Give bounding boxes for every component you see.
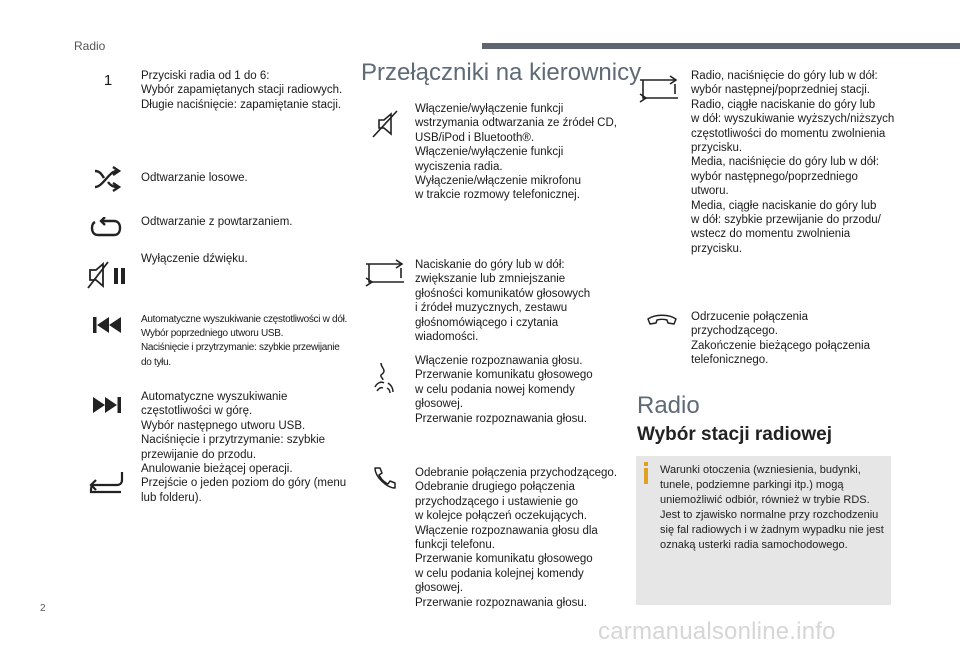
text-line: wiadomości. xyxy=(415,331,479,344)
text-line: wstrzymania odtwarzania ze źródeł CD, xyxy=(415,117,617,130)
page-number: 2 xyxy=(40,603,46,614)
text-line: Radio, naciśnięcie do góry lub w dół: xyxy=(691,70,878,82)
text-line: wybór następnej/poprzedniej stacji. xyxy=(691,84,870,97)
running-header: Radio xyxy=(74,39,106,53)
voice-command-text xyxy=(415,354,620,426)
text-line: funkcji telefonu. xyxy=(415,539,495,552)
text-line: Włączenie/wyłączenie funkcji xyxy=(415,146,564,159)
text-line: wybór następnego/poprzedniego xyxy=(691,170,858,183)
header-bar xyxy=(482,43,960,49)
text-line: Naciśnięcie i przytrzymanie: szybkie xyxy=(141,434,326,447)
text-line: Przejście o jeden poziom do góry (menu xyxy=(141,477,347,490)
repeat-text xyxy=(141,215,292,229)
text-line: Automatyczne wyszukiwanie częstotliwości w dół. xyxy=(141,314,347,325)
phone-answer-icon xyxy=(370,464,400,492)
next-track-text xyxy=(141,390,341,462)
text-line: Włączenie rozpoznawania głosu. xyxy=(415,355,583,367)
text-line: telefonicznego. xyxy=(691,354,769,367)
previous-track-text xyxy=(141,313,347,370)
text-line: Odtwarzanie z powtarzaniem. xyxy=(141,216,293,228)
shuffle-icon xyxy=(88,164,124,194)
watermark: carmanualsonline.info xyxy=(598,618,836,645)
info-text xyxy=(660,463,885,554)
phone-hangup-text xyxy=(691,310,896,368)
text-line: głośności komunikatów głosowych xyxy=(415,287,591,300)
text-line: do tyłu. xyxy=(141,356,171,368)
voice-command-icon xyxy=(370,360,398,396)
text-line: w celu podania nowej komendy xyxy=(415,383,575,396)
text-line: Odrzucenie połączenia xyxy=(691,311,808,323)
volume-text xyxy=(415,258,620,344)
shuffle-text xyxy=(141,171,248,185)
text-line: Anulowanie bieżącej operacji. xyxy=(141,463,293,475)
text-line: się fal radiowych i w żadnym wypadku nie jest xyxy=(660,524,884,537)
back-text xyxy=(141,462,347,505)
info-icon xyxy=(644,462,647,484)
text-line: Radio, ciągłe naciskanie do góry lub xyxy=(691,98,876,111)
text-line: Przerwanie komunikatu głosowego xyxy=(415,369,593,382)
text-line: USB/iPod i Bluetooth®. xyxy=(415,131,535,144)
text-line: Wyłączenie dźwięku. xyxy=(141,253,248,265)
text-line: Przerwanie rozpoznawania głosu. xyxy=(415,596,587,609)
text-line: oznaką usterki radia samochodowego. xyxy=(660,539,848,552)
text-line: wyciszenia radia. xyxy=(415,160,503,173)
phone-hangup-icon xyxy=(644,310,680,332)
text-line: w dół: wyszukiwanie wyższych/niższych xyxy=(691,113,895,126)
text-line: zwiększanie lub zmniejszanie xyxy=(415,273,566,286)
text-line: Automatyczne wyszukiwanie xyxy=(141,391,288,403)
mute-mic-icon xyxy=(368,108,402,140)
text-line: Warunki otoczenia (wzniesienia, budynki, xyxy=(660,464,861,476)
text-line: Wybór zapamiętanych stacji radiowych. xyxy=(141,84,343,97)
text-line: tunele, podziemne parkingi itp.) mogą xyxy=(660,479,844,492)
text-line: częstotliwości w górę. xyxy=(141,405,253,418)
text-line: Wybór poprzedniego utworu USB. xyxy=(141,328,284,340)
mute-pause-icon xyxy=(86,260,130,290)
text-line: głosowej. xyxy=(415,582,463,595)
text-line: utworu. xyxy=(691,185,729,198)
text-line: Odtwarzanie losowe. xyxy=(141,172,248,184)
text-line: przewijanie do przodu. xyxy=(141,448,257,461)
text-line: Wybór następnego utworu USB. xyxy=(141,419,306,432)
text-line: Odebranie drugiego połączenia xyxy=(415,481,575,494)
preset-buttons-text xyxy=(141,69,341,112)
mute-text xyxy=(141,252,248,266)
text-line: Przyciski radia od 1 do 6: xyxy=(141,70,270,82)
text-line: wstecz do momentu zwolnienia xyxy=(691,228,851,241)
text-line: uniemożliwić odbiór, również w trybie RDS. xyxy=(660,494,870,507)
text-line: Przerwanie rozpoznawania głosu. xyxy=(415,412,587,425)
text-line: w kolejce połączeń oczekujących. xyxy=(415,510,587,523)
section-title: Przełączniki na kierownicy xyxy=(361,59,642,86)
text-line: Media, naciśnięcie do góry lub w dół: xyxy=(691,156,879,169)
text-line: Naciskanie do góry lub w dół: xyxy=(415,259,565,271)
text-line: przychodzącego. xyxy=(691,325,778,338)
mute-mic-text xyxy=(415,102,620,203)
text-line: częstotliwości do momentu zwolnienia xyxy=(691,127,886,140)
radio-subheading: Wybór stacji radiowej xyxy=(637,424,832,445)
text-line: Wyłączenie/włączenie mikrofonu xyxy=(415,175,582,188)
repeat-icon xyxy=(90,216,122,240)
radio-heading: Radio xyxy=(637,392,700,419)
text-line: Włączenie rozpoznawania głosu dla xyxy=(415,524,598,537)
text-line: i źródeł muzycznych, zestawu xyxy=(415,302,568,315)
volume-rocker-icon xyxy=(364,258,406,288)
text-line: lub folderu). xyxy=(141,491,202,504)
text-line: przycisku. xyxy=(691,142,743,155)
text-line: w trakcie rozmowy telefonicznej. xyxy=(415,189,580,202)
next-track-icon xyxy=(92,394,122,416)
text-line: Przerwanie komunikatu głosowego xyxy=(415,553,593,566)
text-line: Media, ciągłe naciskanie do góry lub xyxy=(691,199,877,212)
text-line: Zakończenie bieżącego połączenia xyxy=(691,339,871,352)
text-line: przychodzącego i ustawienie go xyxy=(415,495,579,508)
text-line: w dół: szybkie przewijanie do przodu/ xyxy=(691,214,881,227)
back-icon xyxy=(88,467,124,495)
text-line: Długie naciśnięcie: zapamiętanie stacji. xyxy=(141,98,342,111)
text-line: Odebranie połączenia przychodzącego. xyxy=(415,467,618,479)
phone-answer-text xyxy=(415,466,625,610)
text-line: w celu podania kolejnej komendy xyxy=(415,567,584,580)
scroll-rocker-text xyxy=(691,69,896,256)
scroll-rocker-icon xyxy=(638,74,680,104)
text-line: przycisku. xyxy=(691,242,743,255)
previous-track-icon xyxy=(92,314,122,336)
text-line: Naciśnięcie i przytrzymanie: szybkie przewijanie xyxy=(141,342,340,354)
text-line: głośnomówiącego i czytania xyxy=(415,316,559,329)
text-line: Jest to zjawisko normalne przy rozchodzeniu xyxy=(660,509,879,522)
text-line: głosowej. xyxy=(415,398,463,411)
preset-1-icon: 1 xyxy=(103,71,113,89)
text-line: Włączenie/wyłączenie funkcji xyxy=(415,103,564,115)
